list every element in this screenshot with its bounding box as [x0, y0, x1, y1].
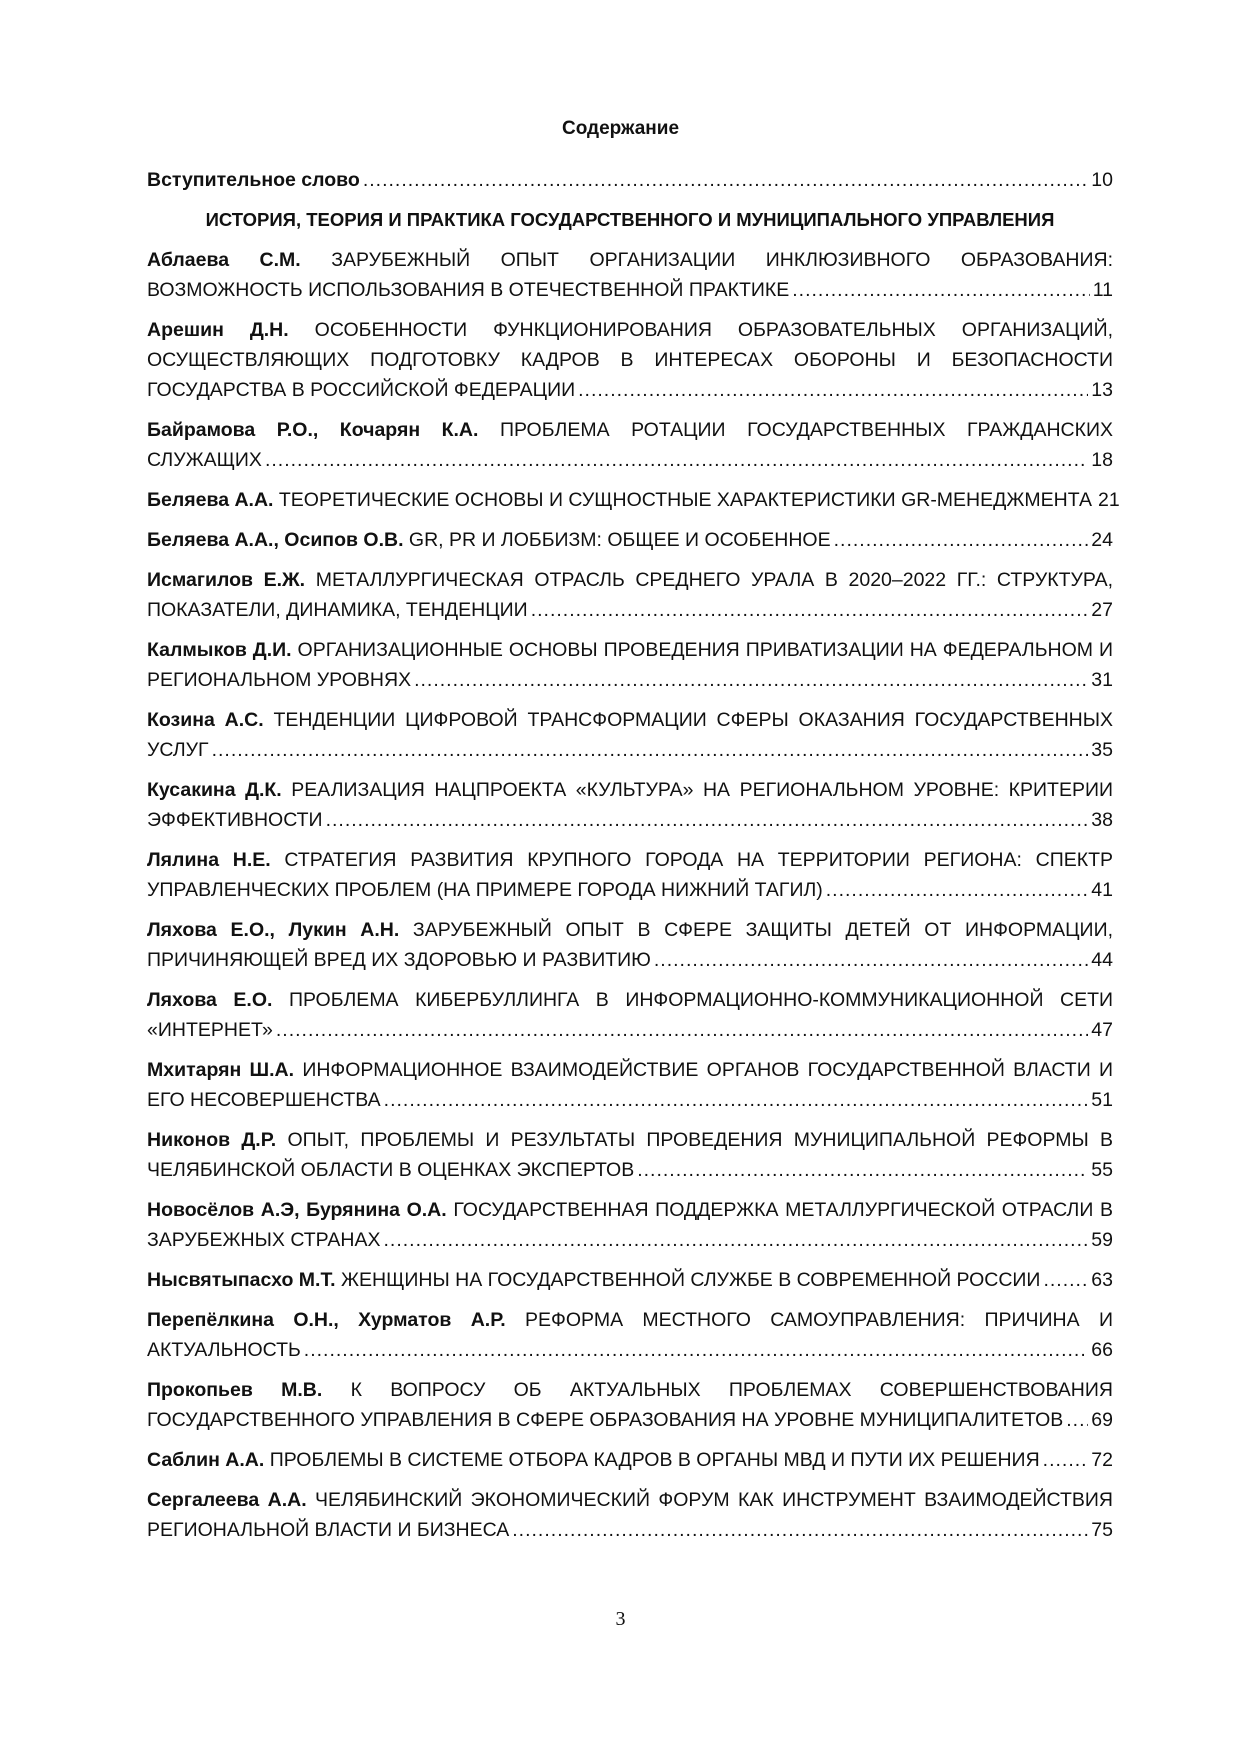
- toc-page-number: 72: [1091, 1449, 1113, 1471]
- toc-entry[interactable]: [147, 985, 1113, 1045]
- entry-author: Арешин Д.Н.: [147, 319, 289, 341]
- page-number: 3: [615, 1608, 626, 1630]
- entry-title: ТЕОРЕТИЧЕСКИЕ ОСНОВЫ И СУЩНОСТНЫЕ ХАРАКТЕРИСТИКИ GR-МЕНЕДЖМЕНТА: [278, 489, 1092, 511]
- toc-entry[interactable]: [147, 1305, 1113, 1365]
- entry-title: МЕТАЛЛУРГИЧЕСКАЯ ОТРАСЛЬ СРЕДНЕГО УРАЛА В 2020–2022 ГГ.: СТРУКТУРА,: [315, 569, 1113, 591]
- entry-title: ПОКАЗАТЕЛИ, ДИНАМИКА, ТЕНДЕНЦИИ: [147, 599, 528, 621]
- leader-dots: [792, 275, 1090, 305]
- toc-line-text: [147, 1445, 1040, 1475]
- toc-entry[interactable]: [147, 705, 1113, 765]
- toc-line: [147, 805, 1113, 835]
- toc-line-text: [147, 779, 1113, 801]
- toc-entry[interactable]: [147, 415, 1113, 475]
- entry-title: ЖЕНЩИНЫ НА ГОСУДАРСТВЕННОЙ СЛУЖБЕ В СОВРЕМЕННОЙ РОССИИ: [341, 1269, 1041, 1291]
- toc-entry[interactable]: [147, 1485, 1113, 1545]
- toc-line-text: [147, 665, 411, 695]
- entry-author: Лялина Н.Е.: [147, 849, 271, 871]
- entry-author: Никонов Д.Р.: [147, 1129, 277, 1151]
- leader-dots: [414, 665, 1088, 695]
- toc-page-number: 31: [1091, 669, 1113, 691]
- toc-line-text: [147, 1129, 1113, 1151]
- entry-title: АКТУАЛЬНОСТЬ: [147, 1339, 301, 1361]
- toc-line: [147, 845, 1113, 875]
- entry-author: Ляхова Е.О.: [147, 989, 273, 1011]
- toc-line-text: [147, 1515, 509, 1545]
- entry-author: Аблаева С.М.: [147, 249, 301, 271]
- toc-line-text: [147, 485, 1092, 515]
- toc-entry[interactable]: [147, 565, 1113, 625]
- toc-line-text: [147, 319, 1113, 341]
- table-of-contents: [147, 165, 1120, 1555]
- toc-line: [147, 565, 1113, 595]
- entry-title: РЕГИОНАЛЬНОМ УРОВНЯХ: [147, 669, 412, 691]
- entry-title: УПРАВЛЕНЧЕСКИХ ПРОБЛЕМ (НА ПРИМЕРЕ ГОРОДА НИЖНИЙ ТАГИЛ): [147, 879, 823, 901]
- entry-title: ПРОБЛЕМА РОТАЦИИ ГОСУДАРСТВЕННЫХ ГРАЖДАНСКИХ: [499, 419, 1114, 441]
- toc-entry[interactable]: [147, 1445, 1113, 1475]
- entry-title: ГОСУДАРСТВА В РОССИЙСКОЙ ФЕДЕРАЦИИ: [147, 379, 576, 401]
- toc-line: [147, 375, 1113, 405]
- entry-author: Калмыков Д.И.: [147, 639, 292, 661]
- leader-dots: [531, 595, 1089, 625]
- toc-page-number: 55: [1091, 1159, 1113, 1181]
- toc-entry[interactable]: [147, 315, 1113, 405]
- leader-dots: [1043, 1265, 1088, 1295]
- toc-line-text: [147, 735, 209, 765]
- leader-dots: [826, 875, 1089, 905]
- toc-line: [147, 345, 1113, 375]
- entry-title: ОПЫТ, ПРОБЛЕМЫ И РЕЗУЛЬТАТЫ ПРОВЕДЕНИЯ МУНИЦИПАЛЬНОЙ РЕФОРМЫ В: [287, 1129, 1114, 1151]
- toc-line: [147, 525, 1113, 555]
- toc-line-text: [147, 639, 1113, 661]
- entry-author: Ляхова Е.О., Лукин А.Н.: [147, 919, 400, 941]
- toc-line: [147, 1485, 1113, 1515]
- toc-line-text: [147, 375, 575, 405]
- toc-line-text: [147, 1489, 1113, 1511]
- toc-line-text: [147, 945, 651, 975]
- entry-title: ЕГО НЕСОВЕРШЕНСТВА: [147, 1089, 381, 1111]
- entry-author: Исмагилов Е.Ж.: [147, 569, 306, 591]
- leader-dots: [578, 375, 1088, 405]
- toc-line-text: [147, 349, 1113, 371]
- toc-entry[interactable]: [147, 775, 1113, 835]
- leader-dots: [512, 1515, 1088, 1545]
- toc-line: [147, 705, 1113, 735]
- leader-dots: [304, 1335, 1089, 1365]
- leader-dots: [276, 1015, 1088, 1045]
- toc-page-number: 21: [1097, 489, 1120, 511]
- leader-dots: [1066, 1405, 1088, 1435]
- toc-line-text: [147, 1155, 634, 1185]
- toc-line: [147, 445, 1113, 475]
- toc-line: [147, 875, 1113, 905]
- toc-line: [147, 635, 1113, 665]
- leader-dots: [363, 165, 1088, 195]
- entry-title: К ВОПРОСУ ОБ АКТУАЛЬНЫХ ПРОБЛЕМАХ СОВЕРШЕНСТВОВАНИЯ: [350, 1379, 1113, 1401]
- toc-line: [147, 1445, 1113, 1475]
- entry-author: Мхитарян Ш.А.: [147, 1059, 295, 1081]
- toc-line-text: [147, 525, 831, 555]
- toc-intro[interactable]: [147, 165, 1113, 195]
- entry-author: Новосёлов А.Э, Бурянина О.А.: [147, 1199, 447, 1221]
- toc-line-text: [147, 1199, 1113, 1221]
- toc-line: [147, 1335, 1113, 1365]
- entry-title: ЗАРУБЕЖНЫЙ ОПЫТ В СФЕРЕ ЗАЩИТЫ ДЕТЕЙ ОТ ИНФОРМАЦИИ,: [412, 919, 1114, 941]
- toc-line: [147, 945, 1113, 975]
- entry-title: ЧЕЛЯБИНСКОЙ ОБЛАСТИ В ОЦЕНКАХ ЭКСПЕРТОВ: [147, 1159, 635, 1181]
- toc-line-text: [147, 275, 789, 305]
- leader-dots: [834, 525, 1089, 555]
- toc-entry[interactable]: [147, 1125, 1113, 1185]
- toc-line-text: [147, 445, 262, 475]
- toc-line-text: [147, 1085, 381, 1115]
- toc-page-number: 24: [1091, 529, 1113, 551]
- toc-line: [147, 415, 1113, 445]
- toc-line-text: [147, 1309, 1113, 1331]
- toc-page-number: 27: [1091, 599, 1113, 621]
- toc-line-text: [147, 1015, 273, 1045]
- toc-entry[interactable]: [147, 525, 1113, 555]
- leader-dots: [637, 1155, 1088, 1185]
- toc-page-number: 11: [1092, 279, 1113, 301]
- entry-author: Сергалеева А.А.: [147, 1489, 307, 1511]
- toc-entry[interactable]: [147, 485, 1120, 515]
- toc-line: [147, 1055, 1113, 1085]
- leader-dots: [654, 945, 1088, 975]
- toc-line: [147, 1515, 1113, 1545]
- entry-title: ЭФФЕКТИВНОСТИ: [147, 809, 323, 831]
- entry-author: Саблин А.А.: [147, 1449, 265, 1471]
- toc-line: [147, 1015, 1113, 1045]
- entry-author: Прокопьев М.В.: [147, 1379, 323, 1401]
- toc-line-text: [147, 249, 1113, 271]
- toc-line: [147, 1305, 1113, 1335]
- entry-author: Беляева А.А., Осипов О.В.: [147, 529, 404, 551]
- toc-page-number: 69: [1091, 1409, 1113, 1431]
- leader-dots: [1043, 1445, 1089, 1475]
- toc-line: [147, 595, 1113, 625]
- toc-line: [147, 915, 1113, 945]
- entry-title: УСЛУГ: [147, 739, 209, 761]
- toc-line-text: [147, 419, 1113, 441]
- toc-line-text: [147, 1265, 1040, 1295]
- toc-entries: [147, 245, 1120, 1545]
- entry-title: РЕФОРМА МЕСТНОГО САМОУПРАВЛЕНИЯ: ПРИЧИНА И: [525, 1309, 1113, 1331]
- toc-entry[interactable]: [147, 845, 1113, 905]
- section-heading: ИСТОРИЯ, ТЕОРИЯ И ПРАКТИКА ГОСУДАРСТВЕННОГО И МУНИЦИПАЛЬНОГО УПРАВЛЕНИЯ: [205, 209, 1055, 230]
- entry-author: Козина А.С.: [147, 709, 264, 731]
- entry-author: Беляева А.А.: [147, 489, 274, 511]
- entry-title: ПРОБЛЕМЫ В СИСТЕМЕ ОТБОРА КАДРОВ В ОРГАНЫ МВД И ПУТИ ИХ РЕШЕНИЯ: [269, 1449, 1040, 1471]
- leader-dots: [384, 1085, 1089, 1115]
- page-title: Содержание: [561, 118, 680, 139]
- toc-line-text: [147, 805, 323, 835]
- toc-line: [147, 1195, 1113, 1225]
- toc-entry[interactable]: [147, 1195, 1113, 1255]
- entry-title: ОРГАНИЗАЦИОННЫЕ ОСНОВЫ ПРОВЕДЕНИЯ ПРИВАТИЗАЦИИ НА ФЕДЕРАЛЬНОМ И: [297, 639, 1113, 661]
- toc-page-number: 47: [1091, 1019, 1113, 1041]
- toc-entry[interactable]: [147, 245, 1113, 305]
- entry-title: GR, PR И ЛОББИЗМ: ОБЩЕЕ И ОСОБЕННОЕ: [408, 529, 831, 551]
- toc-line: [147, 1265, 1113, 1295]
- toc-page-number: 59: [1091, 1229, 1113, 1251]
- toc-page-number: 41: [1091, 879, 1113, 901]
- intro-label: Вступительное слово: [147, 169, 360, 191]
- entry-title: СТРАТЕГИЯ РАЗВИТИЯ КРУПНОГО ГОРОДА НА ТЕРРИТОРИИ РЕГИОНА: СПЕКТР: [284, 849, 1113, 871]
- entry-title: ПРОБЛЕМА КИБЕРБУЛЛИНГА В ИНФОРМАЦИОННО-КОММУНИКАЦИОННОЙ СЕТИ: [288, 989, 1114, 1011]
- toc-line: [147, 1375, 1113, 1405]
- entry-title: ОСУЩЕСТВЛЯЮЩИХ ПОДГОТОВКУ КАДРОВ В ИНТЕРЕСАХ ОБОРОНЫ И БЕЗОПАСНОСТИ: [147, 349, 1113, 371]
- entry-author: Кусакина Д.К.: [147, 779, 282, 801]
- entry-title: ОСОБЕННОСТИ ФУНКЦИОНИРОВАНИЯ ОБРАЗОВАТЕЛЬНЫХ ОРГАНИЗАЦИЙ,: [314, 319, 1113, 341]
- entry-title: ГОСУДАРСТВЕННАЯ ПОДДЕРЖКА МЕТАЛЛУРГИЧЕСКОЙ ОТРАСЛИ В: [453, 1199, 1113, 1221]
- entry-author: Байрамова Р.О., Кочарян К.А.: [147, 419, 479, 441]
- toc-line-text: [147, 1225, 380, 1255]
- toc-entry[interactable]: [147, 1055, 1113, 1115]
- toc-line: [147, 1125, 1113, 1155]
- toc-line: [147, 985, 1113, 1015]
- entry-title: ВОЗМОЖНОСТЬ ИСПОЛЬЗОВАНИЯ В ОТЕЧЕСТВЕННОЙ ПРАКТИКЕ: [147, 279, 790, 301]
- entry-author: Перепёлкина О.Н., Хурматов А.Р.: [147, 1309, 506, 1331]
- toc-entry[interactable]: [147, 1375, 1113, 1435]
- toc-line-text: [147, 849, 1113, 871]
- toc-page-number: 10: [1091, 169, 1113, 191]
- toc-line: [147, 1155, 1113, 1185]
- toc-page-number: 66: [1091, 1339, 1113, 1361]
- toc-page-number: 18: [1091, 449, 1113, 471]
- toc-entry[interactable]: [147, 1265, 1113, 1295]
- leader-dots: [265, 445, 1088, 475]
- leader-dots: [326, 805, 1089, 835]
- toc-line: [147, 1085, 1113, 1115]
- toc-line: [147, 485, 1120, 515]
- toc-line: [147, 775, 1113, 805]
- entry-title: РЕАЛИЗАЦИЯ НАЦПРОЕКТА «КУЛЬТУРА» НА РЕГИОНАЛЬНОМ УРОВНЕ: КРИТЕРИИ: [291, 779, 1113, 801]
- entry-title: РЕГИОНАЛЬНОЙ ВЛАСТИ И БИЗНЕСА: [147, 1519, 510, 1541]
- toc-line: [147, 735, 1113, 765]
- toc-page-number: 44: [1091, 949, 1113, 971]
- toc-line-text: [147, 875, 823, 905]
- toc-line: [147, 1405, 1113, 1435]
- entry-title: ТЕНДЕНЦИИ ЦИФРОВОЙ ТРАНСФОРМАЦИИ СФЕРЫ ОКАЗАНИЯ ГОСУДАРСТВЕННЫХ: [273, 709, 1114, 731]
- toc-line: [147, 1225, 1113, 1255]
- toc-line-text: [147, 709, 1113, 731]
- toc-line: [147, 165, 1113, 195]
- entry-title: ИНФОРМАЦИОННОЕ ВЗАИМОДЕЙСТВИЕ ОРГАНОВ ГОСУДАРСТВЕННОЙ ВЛАСТИ И: [302, 1059, 1113, 1081]
- toc-line: [147, 245, 1113, 275]
- entry-author: Нысвятыпасхо М.Т.: [147, 1269, 336, 1291]
- toc-entry[interactable]: [147, 635, 1113, 695]
- entry-title: «ИНТЕРНЕТ»: [147, 1019, 273, 1041]
- toc-line-text: [147, 595, 528, 625]
- entry-title: СЛУЖАЩИХ: [147, 449, 262, 471]
- toc-line-text: [147, 1379, 1113, 1401]
- entry-title: ЧЕЛЯБИНСКИЙ ЭКОНОМИЧЕСКИЙ ФОРУМ КАК ИНСТРУМЕНТ ВЗАИМОДЕЙСТВИЯ: [315, 1489, 1113, 1511]
- toc-line: [147, 275, 1113, 305]
- entry-title: ПРИЧИНЯЮЩЕЙ ВРЕД ИХ ЗДОРОВЬЮ И РАЗВИТИЮ: [147, 949, 651, 971]
- toc-line: [147, 315, 1113, 345]
- toc-line-text: [147, 569, 1113, 591]
- leader-dots: [383, 1225, 1088, 1255]
- toc-page-number: 51: [1091, 1089, 1113, 1111]
- toc-page-number: 63: [1091, 1269, 1113, 1291]
- toc-line-text: [147, 989, 1113, 1011]
- leader-dots: [212, 735, 1089, 765]
- toc-page-number: 13: [1091, 379, 1113, 401]
- toc-line-text: [147, 1405, 1063, 1435]
- toc-page-number: 35: [1091, 739, 1113, 761]
- toc-line-text: [147, 1059, 1113, 1081]
- toc-page-number: 75: [1091, 1519, 1113, 1541]
- entry-title: ЗАРУБЕЖНЫЙ ОПЫТ ОРГАНИЗАЦИИ ИНКЛЮЗИВНОГО ОБРАЗОВАНИЯ:: [331, 249, 1113, 271]
- entry-title: ЗАРУБЕЖНЫХ СТРАНАХ: [147, 1229, 381, 1251]
- entry-title: ГОСУДАРСТВЕННОГО УПРАВЛЕНИЯ В СФЕРЕ ОБРАЗОВАНИЯ НА УРОВНЕ МУНИЦИПАЛИТЕТОВ: [147, 1409, 1064, 1431]
- toc-line-text: [147, 1335, 301, 1365]
- toc-line: [147, 665, 1113, 695]
- toc-entry[interactable]: [147, 915, 1113, 975]
- toc-page-number: 38: [1091, 809, 1113, 831]
- toc-line-text: [147, 919, 1113, 941]
